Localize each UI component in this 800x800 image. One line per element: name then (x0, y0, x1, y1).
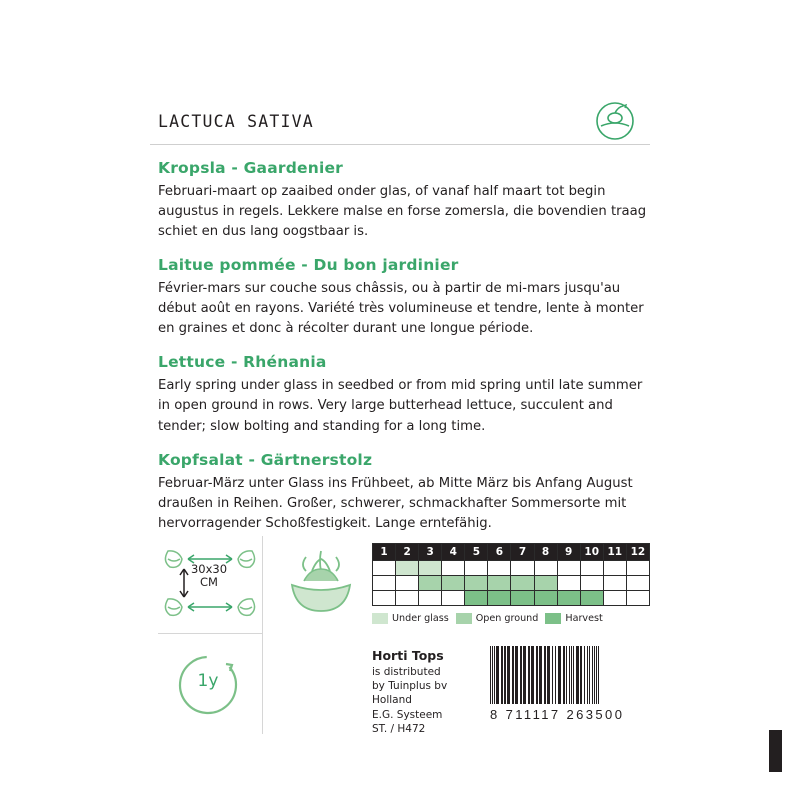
calendar-cell (419, 591, 442, 606)
address-line: Holland (372, 694, 412, 707)
legend-swatch (372, 613, 388, 624)
legend-label: Harvest (565, 613, 603, 624)
calendar-cell (442, 576, 465, 591)
calendar-cell (373, 576, 396, 591)
language-title: Laitue pommée - Du bon jardinier (158, 256, 459, 275)
calendar-month-header: 10 (580, 544, 603, 561)
address-line: ST. / H472 (372, 722, 426, 735)
calendar-cell (580, 591, 603, 606)
calendar-month-header: 5 (465, 544, 488, 561)
calendar-cell (580, 576, 603, 591)
brand-name: Horti Tops (372, 648, 444, 663)
calendar-month-header: 12 (626, 544, 649, 561)
calendar-month-header: 11 (603, 544, 626, 561)
barcode-bar (599, 646, 600, 704)
calendar-cell (488, 561, 511, 576)
calendar-cell (396, 576, 419, 591)
packet-content (150, 100, 650, 534)
language-block-en (150, 353, 650, 436)
calendar-cell (534, 561, 557, 576)
calendar-month-header: 7 (511, 544, 534, 561)
language-title: Kopfsalat - Gärtnerstolz (158, 450, 373, 469)
language-text: Février-mars sur couche sous châssis, ou à partir de mi-mars jusqu'au début août en rayons. Variété très volumineuse et tendre, lente à monter en graines et donc à récolter durant une longue période. (158, 281, 644, 337)
calendar-cell (465, 591, 488, 606)
calendar-cell (557, 561, 580, 576)
calendar-cell (534, 591, 557, 606)
calendar-cell (626, 561, 649, 576)
calendar-cell (373, 561, 396, 576)
calendar-month-header: 8 (534, 544, 557, 561)
calendar-month-header: 9 (557, 544, 580, 561)
calendar-month-header: 2 (396, 544, 419, 561)
calendar-header-row (373, 544, 650, 561)
calendar-cell (511, 561, 534, 576)
address-line: E.G. Systeem (372, 708, 443, 721)
calendar-cell (465, 576, 488, 591)
spacing-unit: CM (200, 575, 218, 590)
calendar-cell (511, 576, 534, 591)
legend-label: Open ground (475, 613, 539, 624)
calendar-month-header: 4 (442, 544, 465, 561)
species-name: LACTUCA SATIVA (158, 112, 314, 131)
calendar-cell (442, 561, 465, 576)
panel-divider-vertical (262, 536, 263, 734)
legend-swatch (456, 613, 472, 624)
calendar-cell (603, 576, 626, 591)
calendar-cell (442, 591, 465, 606)
address-line: is distributed (372, 666, 441, 678)
calendar-cell (603, 591, 626, 606)
legend-label: Under glass (392, 613, 449, 624)
legend-item (456, 613, 539, 624)
calendar-cell (626, 576, 649, 591)
legend-item (545, 613, 602, 624)
calendar-cell (419, 576, 442, 591)
language-title: Lettuce - Rhénania (158, 353, 327, 372)
calendar-cell (488, 576, 511, 591)
calendar-legend (372, 613, 650, 624)
language-block-fr (150, 256, 650, 339)
calendar-cell (373, 591, 396, 606)
calendar-row (373, 561, 650, 576)
barcode-number: 8 711117 263500 (490, 707, 625, 722)
legend-swatch (545, 613, 561, 624)
sowing-calendar (372, 543, 650, 624)
calendar-cell (396, 561, 419, 576)
calendar-cell (419, 561, 442, 576)
address-line: by Tuinplus bv (372, 680, 448, 693)
calendar-month-header: 6 (488, 544, 511, 561)
calendar-cell (557, 576, 580, 591)
calendar-table (372, 543, 650, 606)
salad-bowl-icon (278, 541, 364, 627)
plant-spacing-label (180, 563, 238, 589)
footer (372, 648, 662, 736)
language-text: Februar-März unter Glass ins Frühbeet, ab Mitte März bis Anfang August draußen in Reihen. Großer, schwerer, schmackhafter Sommersorte mit hervorragender Schoßfestigkeit. Lange erntefähig. (158, 475, 633, 531)
calendar-cell (580, 561, 603, 576)
language-text: Early spring under glass in seedbed or from mid spring until late summer in open ground in rows. Very large butterhead lettuce, succulent and tender; slow bolting and standing for a long time. (158, 378, 643, 434)
seed-sprout-badge-icon (592, 98, 638, 144)
lifecycle-label: 1y (197, 671, 219, 691)
barcode-bars (490, 646, 662, 704)
spacing-distance: 30x30 (190, 562, 228, 576)
language-block-de (150, 451, 650, 534)
calendar-cell (465, 561, 488, 576)
language-title: Kropsla - Gaardenier (158, 159, 344, 177)
language-block-nl (150, 159, 650, 242)
calendar-row (373, 576, 650, 591)
language-text: Februari-maart op zaaibed onder glas, of vanaf half maart tot begin augustus in regels. Lekkere malse en forse zomersla, die bovendien traag schiet en dus lang oogstbaar is. (158, 184, 647, 240)
legend-item (372, 613, 449, 624)
header (150, 100, 650, 145)
barcode (490, 646, 662, 722)
calendar-cell (488, 591, 511, 606)
calendar-cell (534, 576, 557, 591)
calendar-cell (626, 591, 649, 606)
calendar-cell (603, 561, 626, 576)
print-corner-mark (769, 730, 782, 772)
calendar-cell (511, 591, 534, 606)
calendar-cell (557, 591, 580, 606)
calendar-cell (396, 591, 419, 606)
calendar-month-header: 3 (419, 544, 442, 561)
calendar-row (373, 591, 650, 606)
calendar-month-header: 1 (373, 544, 396, 561)
panel-divider-horizontal (158, 633, 262, 634)
